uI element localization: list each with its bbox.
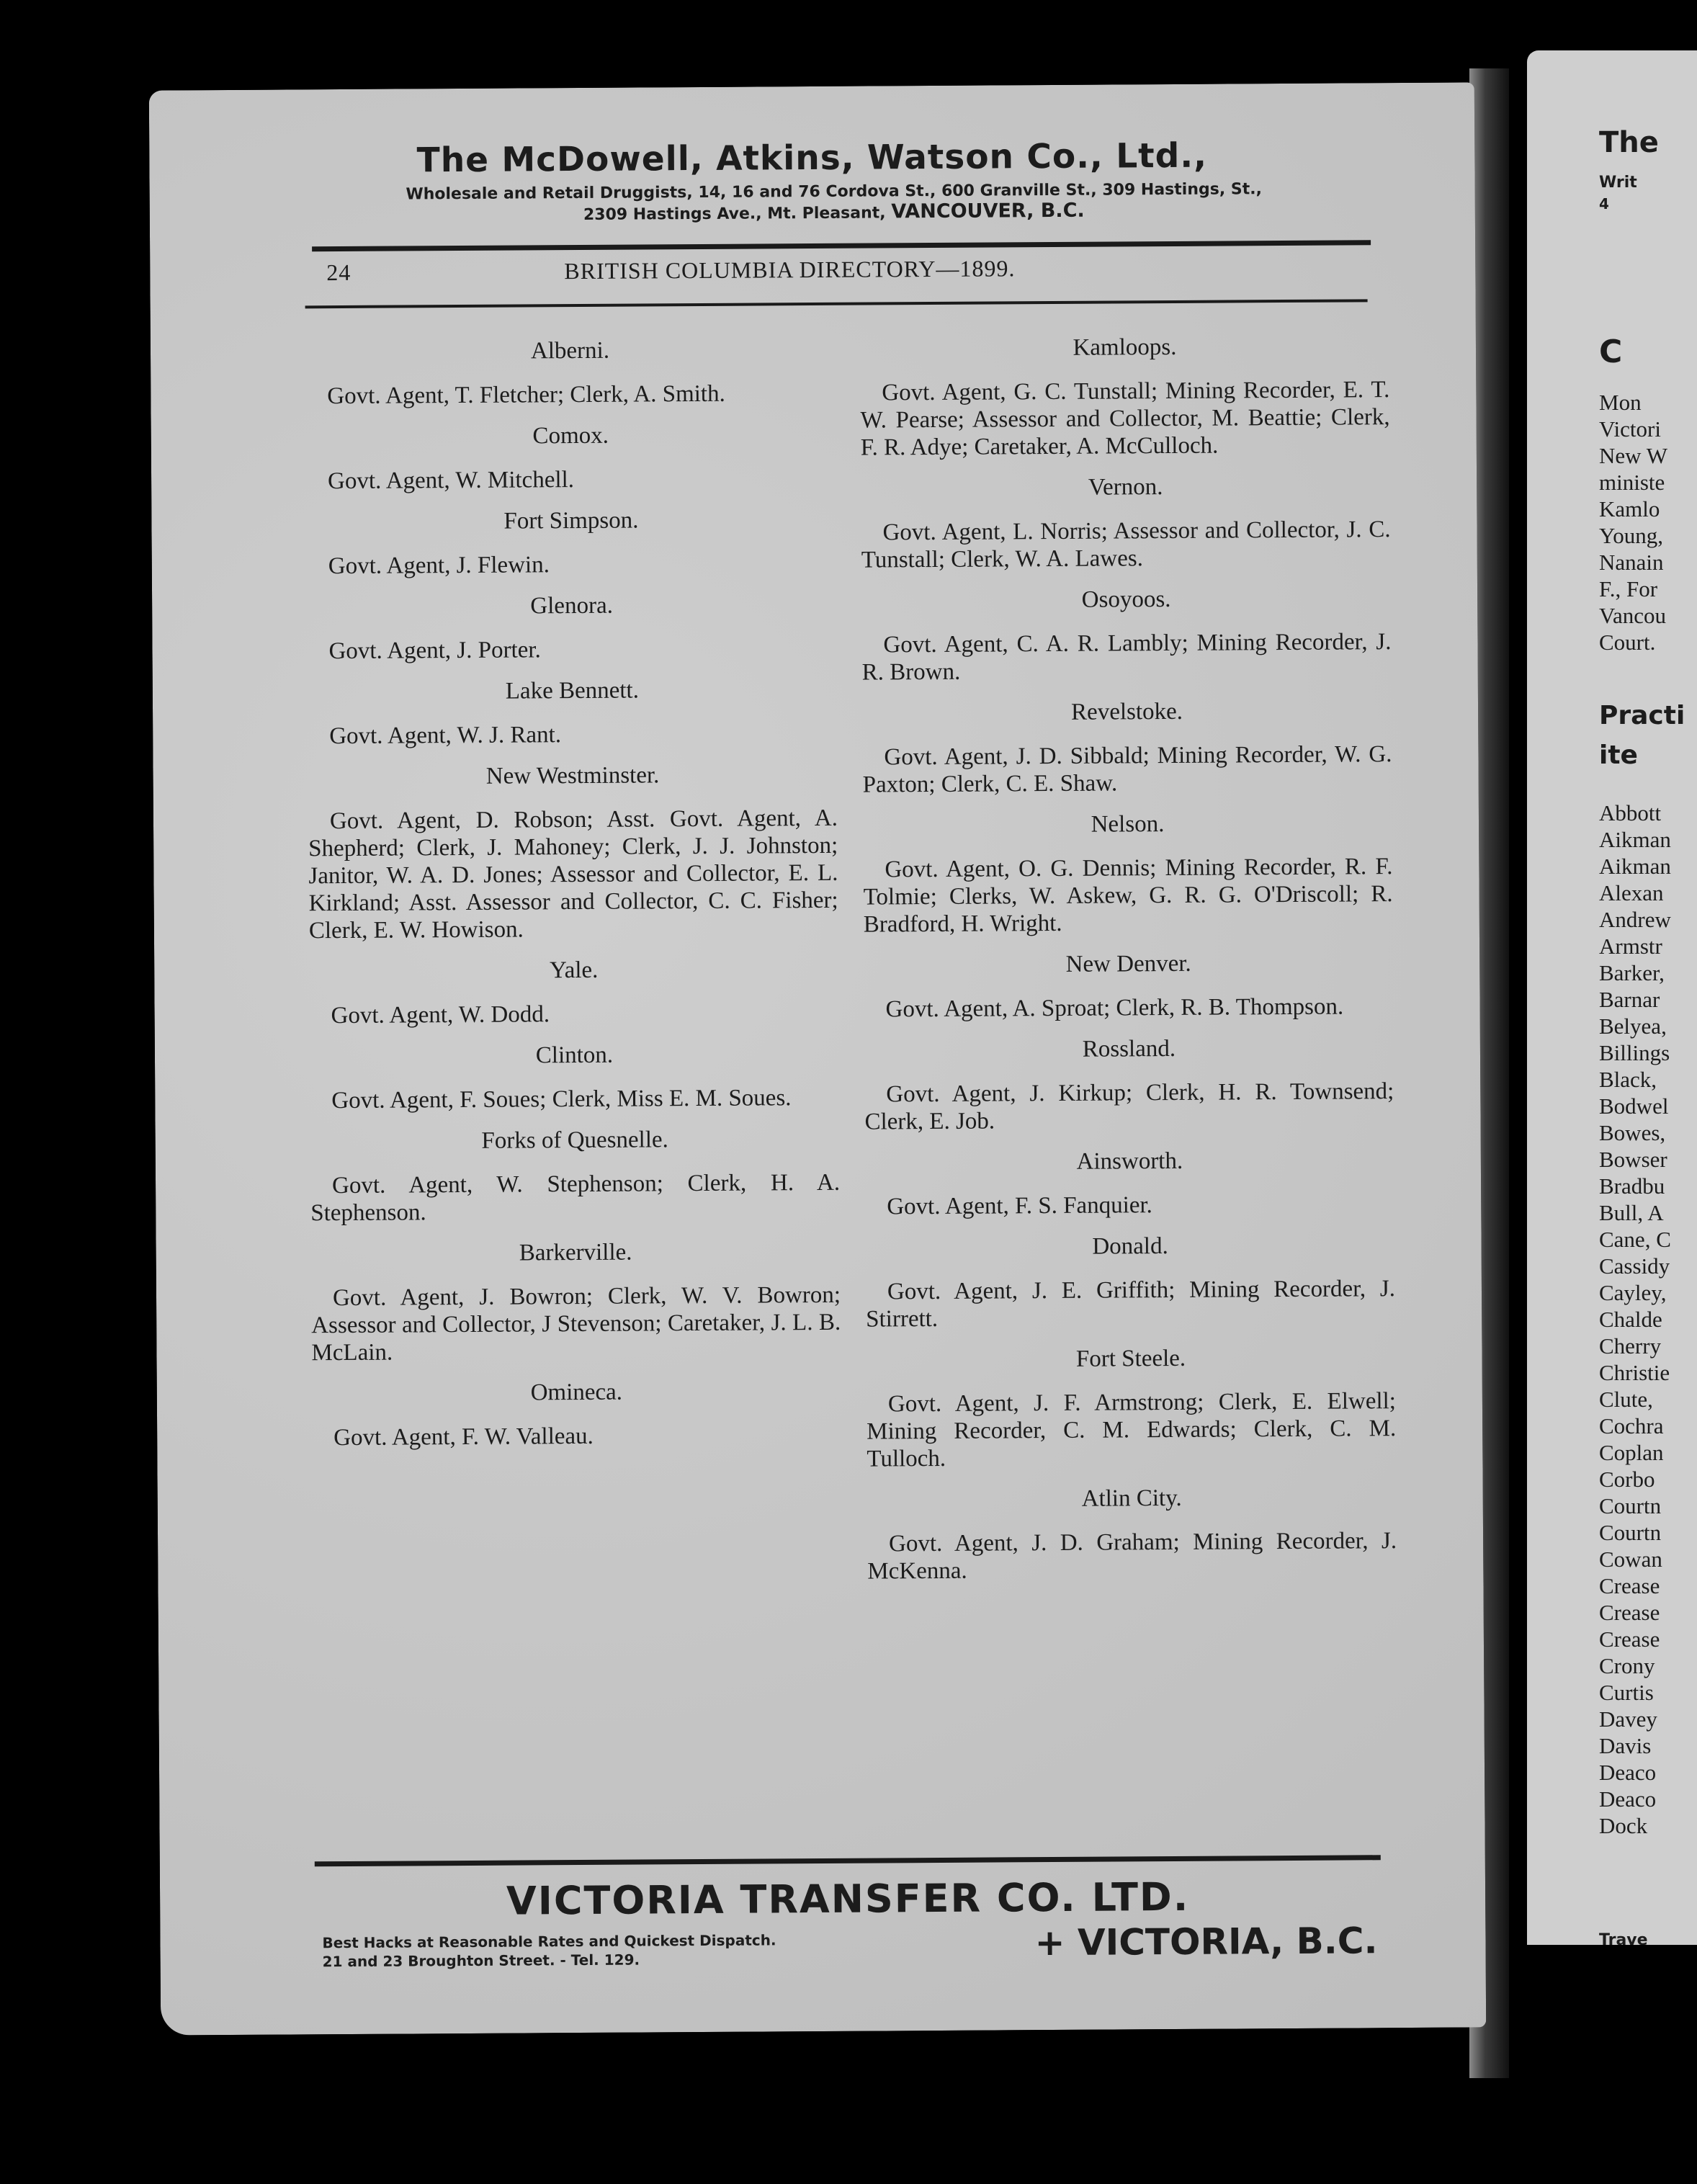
facing-name: Aikman	[1599, 854, 1671, 879]
place-heading: Barkerville.	[519, 1239, 632, 1266]
facing-name: Cowan	[1599, 1547, 1662, 1572]
directory-entry	[861, 583, 1392, 686]
directory-entry	[860, 331, 1390, 461]
entry-text: Govt. Agent, W. J. Rant.	[329, 722, 562, 750]
facing-name: Crease	[1599, 1626, 1660, 1652]
directory-entry	[310, 1124, 841, 1227]
directory-page	[149, 82, 1486, 2035]
place-heading: Donald.	[1092, 1233, 1168, 1260]
footer-rule	[315, 1855, 1381, 1866]
entry-text: Govt. Agent, W. Stephenson; Clerk, H. A. Stephenson.	[310, 1169, 841, 1227]
facing-name: Davis	[1599, 1733, 1652, 1758]
entry-text: Govt. Agent, F. W. Valleau.	[333, 1423, 594, 1451]
facing-name: Coplan	[1599, 1440, 1664, 1465]
entry-text: Govt. Agent, A. Sproat; Clerk, R. B. Thompson.	[885, 993, 1344, 1023]
place-heading: Fort Steele.	[1075, 1345, 1186, 1372]
directory-entry	[308, 760, 838, 944]
place-heading: Osoyoos.	[1081, 586, 1171, 613]
facing-name: Courtn	[1599, 1493, 1662, 1518]
running-head	[326, 253, 1378, 286]
place-heading: Yale.	[550, 957, 599, 984]
facing-name: Cherry	[1599, 1333, 1662, 1359]
entry-text: Govt. Agent, D. Robson; Asst. Govt. Agent, A. Shepherd; Clerk, J. Mahoney; Clerk, J. J. Johnston; Janitor, W. A. D. Jones; Assessor and Collector, E. L. Kirkland; Asst. Assessor and Collector, C. C. Fisher; Clerk, E. W. Howison.	[308, 805, 838, 944]
footer-line-2: 21 and 23 Broughton Street. - Tel. 129.	[322, 1951, 640, 1971]
place-heading: Forks of Quesnelle.	[481, 1127, 668, 1154]
entry-text: Govt. Agent, J. E. Griffith; Mining Recorder, J. Stirrett.	[866, 1276, 1396, 1333]
place-heading: Omineca.	[530, 1379, 623, 1406]
advertiser-name: The McDowell, Atkins, Watson Co., Ltd.,	[416, 135, 1208, 181]
directory-entry	[306, 420, 836, 495]
facing-section: Practi	[1599, 701, 1685, 730]
facing-name: Armstr	[1599, 934, 1662, 959]
facing-line: Mon	[1599, 390, 1642, 415]
directory-entry	[311, 1237, 841, 1366]
facing-line: Vancou	[1599, 603, 1666, 628]
footer-advertisement	[315, 1855, 1382, 1971]
place-heading: New Westminster.	[485, 762, 660, 789]
facing-name: Abbott	[1599, 800, 1662, 825]
place-heading: Alberni.	[530, 337, 610, 364]
directory-entry	[310, 1039, 840, 1114]
entry-text: Govt. Agent, J. F. Armstrong; Clerk, E. Elwell; Mining Recorder, C. M. Edwards; Clerk, C. M. Tulloch.	[867, 1388, 1397, 1472]
facing-line: Kamlo	[1599, 496, 1660, 522]
entry-text: Govt. Agent, J. D. Sibbald; Mining Recorder, W. G. Paxton; Clerk, C. E. Shaw.	[862, 741, 1392, 798]
place-heading: Vernon.	[1088, 474, 1163, 501]
footer-line-1: Best Hacks at Reasonable Rates and Quickest Dispatch.	[322, 1931, 776, 1952]
facing-name: Dock	[1599, 1813, 1648, 1838]
facing-name: Cochra	[1599, 1413, 1664, 1438]
left-column	[305, 335, 842, 1464]
entry-text: Govt. Agent, J. Flewin.	[328, 552, 550, 580]
facing-head: 4	[1599, 195, 1609, 212]
facing-name: Bowser	[1599, 1147, 1667, 1172]
entry-text: Govt. Agent, J. D. Graham; Mining Recorder, J. McKenna.	[867, 1528, 1397, 1585]
facing-name: Chalde	[1599, 1307, 1662, 1332]
address-line-1: Wholesale and Retail Druggists, 14, 16 and 76 Cordova St., 600 Granville St., 309 Hastings, St.,	[406, 180, 1262, 204]
directory-title: BRITISH COLUMBIA DIRECTORY—1899.	[564, 255, 1016, 285]
facing-name: Deaco	[1599, 1760, 1657, 1785]
place-heading: Rossland.	[1082, 1035, 1176, 1062]
running-head-rule	[305, 299, 1368, 308]
facing-name: Cassidy	[1599, 1253, 1670, 1279]
facing-name: Barnar	[1599, 987, 1660, 1012]
footer-details	[322, 1930, 776, 1971]
directory-entry	[308, 675, 838, 750]
facing-line: ministe	[1599, 470, 1665, 495]
facing-name: Crease	[1599, 1600, 1660, 1625]
directory-entry	[865, 1230, 1395, 1333]
place-heading: Fort Simpson.	[503, 507, 639, 534]
facing-footer: Trave	[1599, 1931, 1648, 1945]
facing-name: Billings	[1599, 1040, 1670, 1065]
directory-entry	[865, 1145, 1395, 1220]
footer-city: + VICTORIA, B.C.	[1034, 1920, 1378, 1964]
facing-name: Crease	[1599, 1573, 1660, 1598]
facing-name: Curtis	[1599, 1680, 1654, 1705]
place-heading: Glenora.	[530, 592, 614, 619]
entry-text: Govt. Agent, W. Dodd.	[331, 1001, 550, 1029]
facing-head: The	[1599, 126, 1659, 159]
entry-text: Govt. Agent, W. Mitchell.	[327, 467, 575, 495]
directory-entry	[861, 471, 1391, 573]
advertiser-address	[150, 178, 1475, 228]
directory-entry	[309, 954, 839, 1029]
entry-text: Govt. Agent, L. Norris; Assessor and Collector, J. C. Tunstall; Clerk, W. A. Lawes.	[861, 516, 1391, 573]
place-heading: Revelstoke.	[1071, 698, 1183, 725]
entry-text: Govt. Agent, F. S. Fanquier.	[887, 1192, 1152, 1220]
advertiser-city: VANCOUVER, B.C.	[891, 199, 1085, 223]
facing-name: Cayley,	[1599, 1280, 1667, 1305]
facing-line: Victori	[1599, 416, 1661, 442]
facing-name: Andrew	[1599, 907, 1671, 932]
directory-entry	[867, 1482, 1397, 1585]
place-heading: New Denver.	[1065, 950, 1191, 977]
facing-name: Cane, C	[1599, 1227, 1671, 1252]
directory-entry	[863, 808, 1393, 938]
directory-entry	[864, 1033, 1394, 1135]
facing-line: Court.	[1599, 630, 1656, 655]
facing-name: Bradbu	[1599, 1173, 1665, 1199]
right-column	[860, 331, 1397, 1598]
place-heading: Atlin City.	[1081, 1485, 1182, 1512]
facing-line: C	[1599, 334, 1623, 370]
facing-page-fragment	[1527, 50, 1697, 1945]
facing-name: Courtn	[1599, 1520, 1662, 1545]
facing-name: Christie	[1599, 1360, 1670, 1385]
entry-text: Govt. Agent, G. C. Tunstall; Mining Recorder, E. T. W. Pearse; Assessor and Collector, M. Beattie; Clerk, F. R. Adye; Caretaker, A. McCulloch.	[860, 377, 1390, 461]
facing-name: Davey	[1599, 1706, 1657, 1732]
facing-line: Nanain	[1599, 550, 1664, 575]
directory-entry	[866, 1343, 1396, 1472]
facing-name: Clute,	[1599, 1387, 1653, 1412]
directory-entry	[862, 696, 1392, 798]
entry-text: Govt. Agent, O. G. Dennis; Mining Recorder, R. F. Tolmie; Clerks, W. Askew, G. R. G. O'Driscoll; R. Bradford, H. Wright.	[863, 854, 1393, 938]
facing-name: Deaco	[1599, 1786, 1657, 1812]
facing-head: Writ	[1599, 174, 1637, 192]
entry-text: Govt. Agent, F. Soues; Clerk, Miss E. M. Soues.	[331, 1085, 792, 1114]
facing-name: Crony	[1599, 1653, 1655, 1678]
place-heading: Ainsworth.	[1076, 1147, 1183, 1175]
directory-entry	[307, 590, 837, 665]
entry-text: Govt. Agent, C. A. R. Lambly; Mining Recorder, J. R. Brown.	[861, 629, 1392, 686]
header-rule	[312, 240, 1371, 251]
entry-text: Govt. Agent, T. Fletcher; Clerk, A. Smith.	[327, 380, 725, 410]
directory-entry	[864, 948, 1394, 1023]
facing-name: Bodwel	[1599, 1093, 1669, 1119]
facing-name: Black,	[1599, 1067, 1657, 1092]
entry-text: Govt. Agent, J. Kirkup; Clerk, H. R. Townsend; Clerk, E. Job.	[864, 1078, 1394, 1135]
page-number: 24	[326, 259, 352, 286]
header-advertisement	[149, 134, 1475, 228]
directory-entry	[305, 335, 836, 410]
facing-line: F., For	[1599, 576, 1658, 601]
facing-section: ite	[1599, 740, 1638, 770]
facing-name: Corbo	[1599, 1467, 1655, 1492]
directory-entry	[312, 1377, 842, 1451]
place-heading: Comox.	[532, 422, 609, 449]
facing-name: Barker,	[1599, 960, 1665, 985]
directory-entry	[306, 505, 836, 580]
facing-line: Young,	[1599, 523, 1664, 548]
address-line-2: 2309 Hastings Ave., Mt. Pleasant,	[583, 204, 886, 224]
place-heading: Lake Bennett.	[505, 677, 640, 704]
facing-name: Bowes,	[1599, 1120, 1666, 1145]
entry-text: Govt. Agent, J. Bowron; Clerk, W. V. Bowron; Assessor and Collector, J Stevenson; Caretaker, J. L. B. McLain.	[311, 1281, 841, 1366]
facing-line: New W	[1599, 443, 1667, 468]
facing-name: Bull, A	[1599, 1200, 1664, 1225]
place-heading: Kamloops.	[1073, 334, 1177, 361]
place-heading: Nelson.	[1091, 811, 1165, 838]
place-heading: Clinton.	[535, 1042, 614, 1069]
facing-name: Aikman	[1599, 827, 1671, 852]
entry-text: Govt. Agent, J. Porter.	[328, 637, 541, 665]
facing-name: Belyea,	[1599, 1013, 1667, 1039]
footer-company: VICTORIA TRANSFER CO. LTD.	[506, 1874, 1190, 1924]
facing-name: Alexan	[1599, 880, 1664, 905]
